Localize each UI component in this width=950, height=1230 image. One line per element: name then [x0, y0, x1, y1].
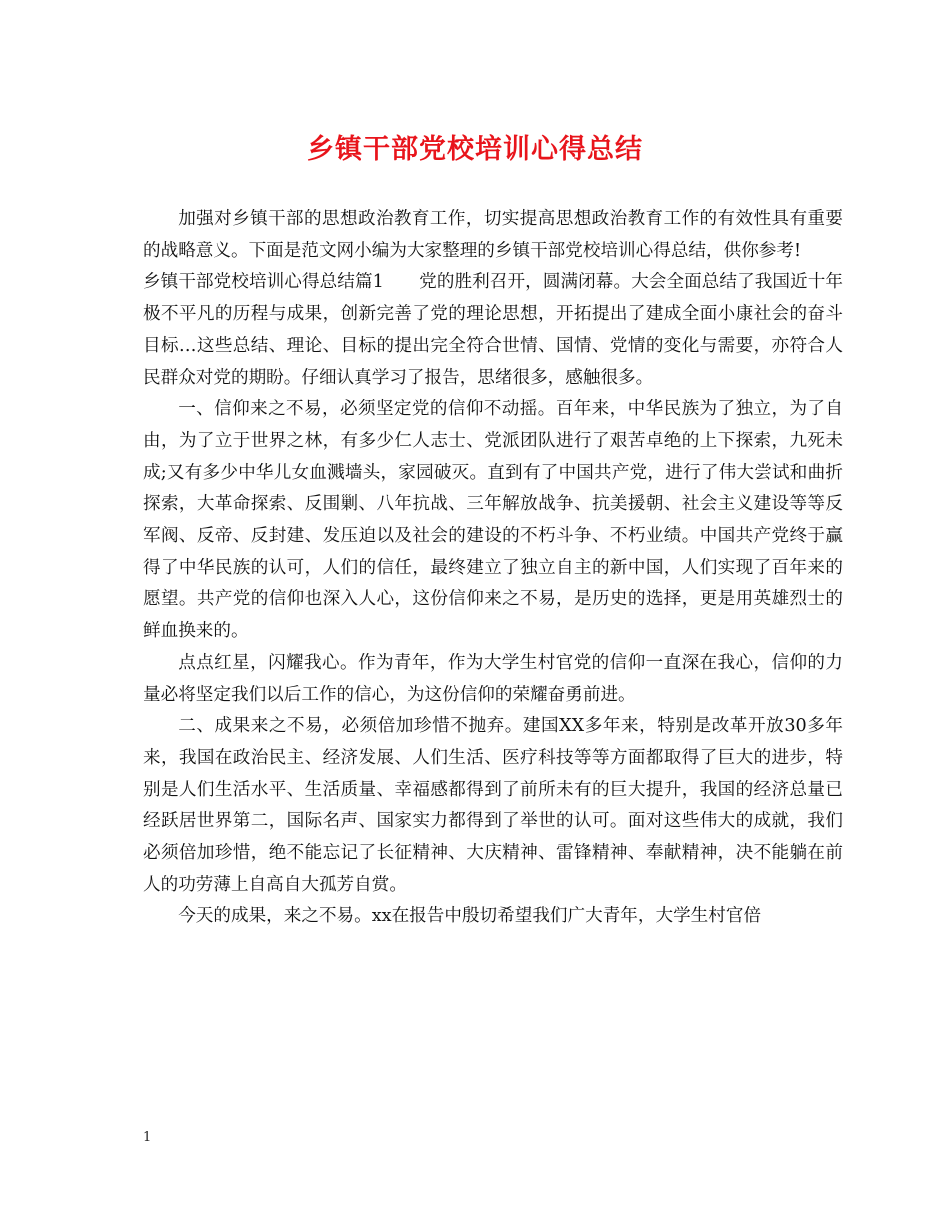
section-1-paragraph: 乡镇干部党校培训心得总结篇1 党的胜利召开，圆满闭幕。大会全面总结了我国近十年极不平凡的历程与成果，创新完善了党的理论思想，开拓提出了建成全面小康社会的奋斗目标…这些总结、理论、目标的提出完全符合世情、国情、党情的变化与需要，亦符合人民群众对党的期盼。仔细认真学习了报告，思绪很多，感触很多。	[143, 272, 843, 388]
document-title: 乡镇干部党校培训心得总结	[307, 134, 643, 165]
red-star-paragraph: 点点红星，闪耀我心。作为青年，作为大学生村官党的信仰一直深在我心，信仰的力量必将坚定我们以后工作的信心，为这份信仰的荣耀奋勇前进。	[143, 652, 843, 705]
intro-paragraph: 加强对乡镇干部的思想政治教育工作，切实提高思想政治教育工作的有效性具有重要的战略意义。下面是范文网小编为大家整理的乡镇干部党校培训心得总结，供你参考!	[143, 209, 843, 261]
page-number: 1	[143, 1130, 152, 1145]
document-body	[143, 204, 843, 933]
today-results-paragraph: 今天的成果，来之不易。xx在报告中殷切希望我们广大青年，大学生村官倍	[178, 906, 762, 927]
faith-paragraph: 一、信仰来之不易，必须坚定党的信仰不动摇。百年来，中华民族为了独立，为了自由，为了立于世界之林，有多少仁人志士、党派团队进行了艰苦卓绝的上下探索，九死未成;又有多少中华儿女血溅墙头，家园破灭。直到有了中国共产党，进行了伟大尝试和曲折探索，大革命探索、反围剿、八年抗战、三年解放战争、抗美援朝、社会主义建设等等反军阀、反帝、反封建、发压迫以及社会的建设的不朽斗争、不朽业绩。中国共产党终于赢得了中华民族的认可，人们的信任，最终建立了独立自主的新中国，人们实现了百年来的愿望。共产党的信仰也深入人心，这份信仰来之不易，是历史的选择，更是用英雄烈士的鲜血换来的。	[143, 399, 843, 642]
achievements-paragraph: 二、成果来之不易，必须倍加珍惜不抛弃。建国XX多年来，特别是改革开放30多年来，我国在政治民主、经济发展、人们生活、医疗科技等等方面都取得了巨大的进步，特别是人们生活水平、生活质量、幸福感都得到了前所未有的巨大提升，我国的经济总量已经跃居世界第二，国际名声、国家实力都得到了举世的认可。面对这些伟大的成就，我们必须倍加珍惜，绝不能忘记了长征精神、大庆精神、雷锋精神、奉献精神，决不能躺在前人的功劳薄上自高自大孤芳自赏。	[143, 716, 843, 895]
